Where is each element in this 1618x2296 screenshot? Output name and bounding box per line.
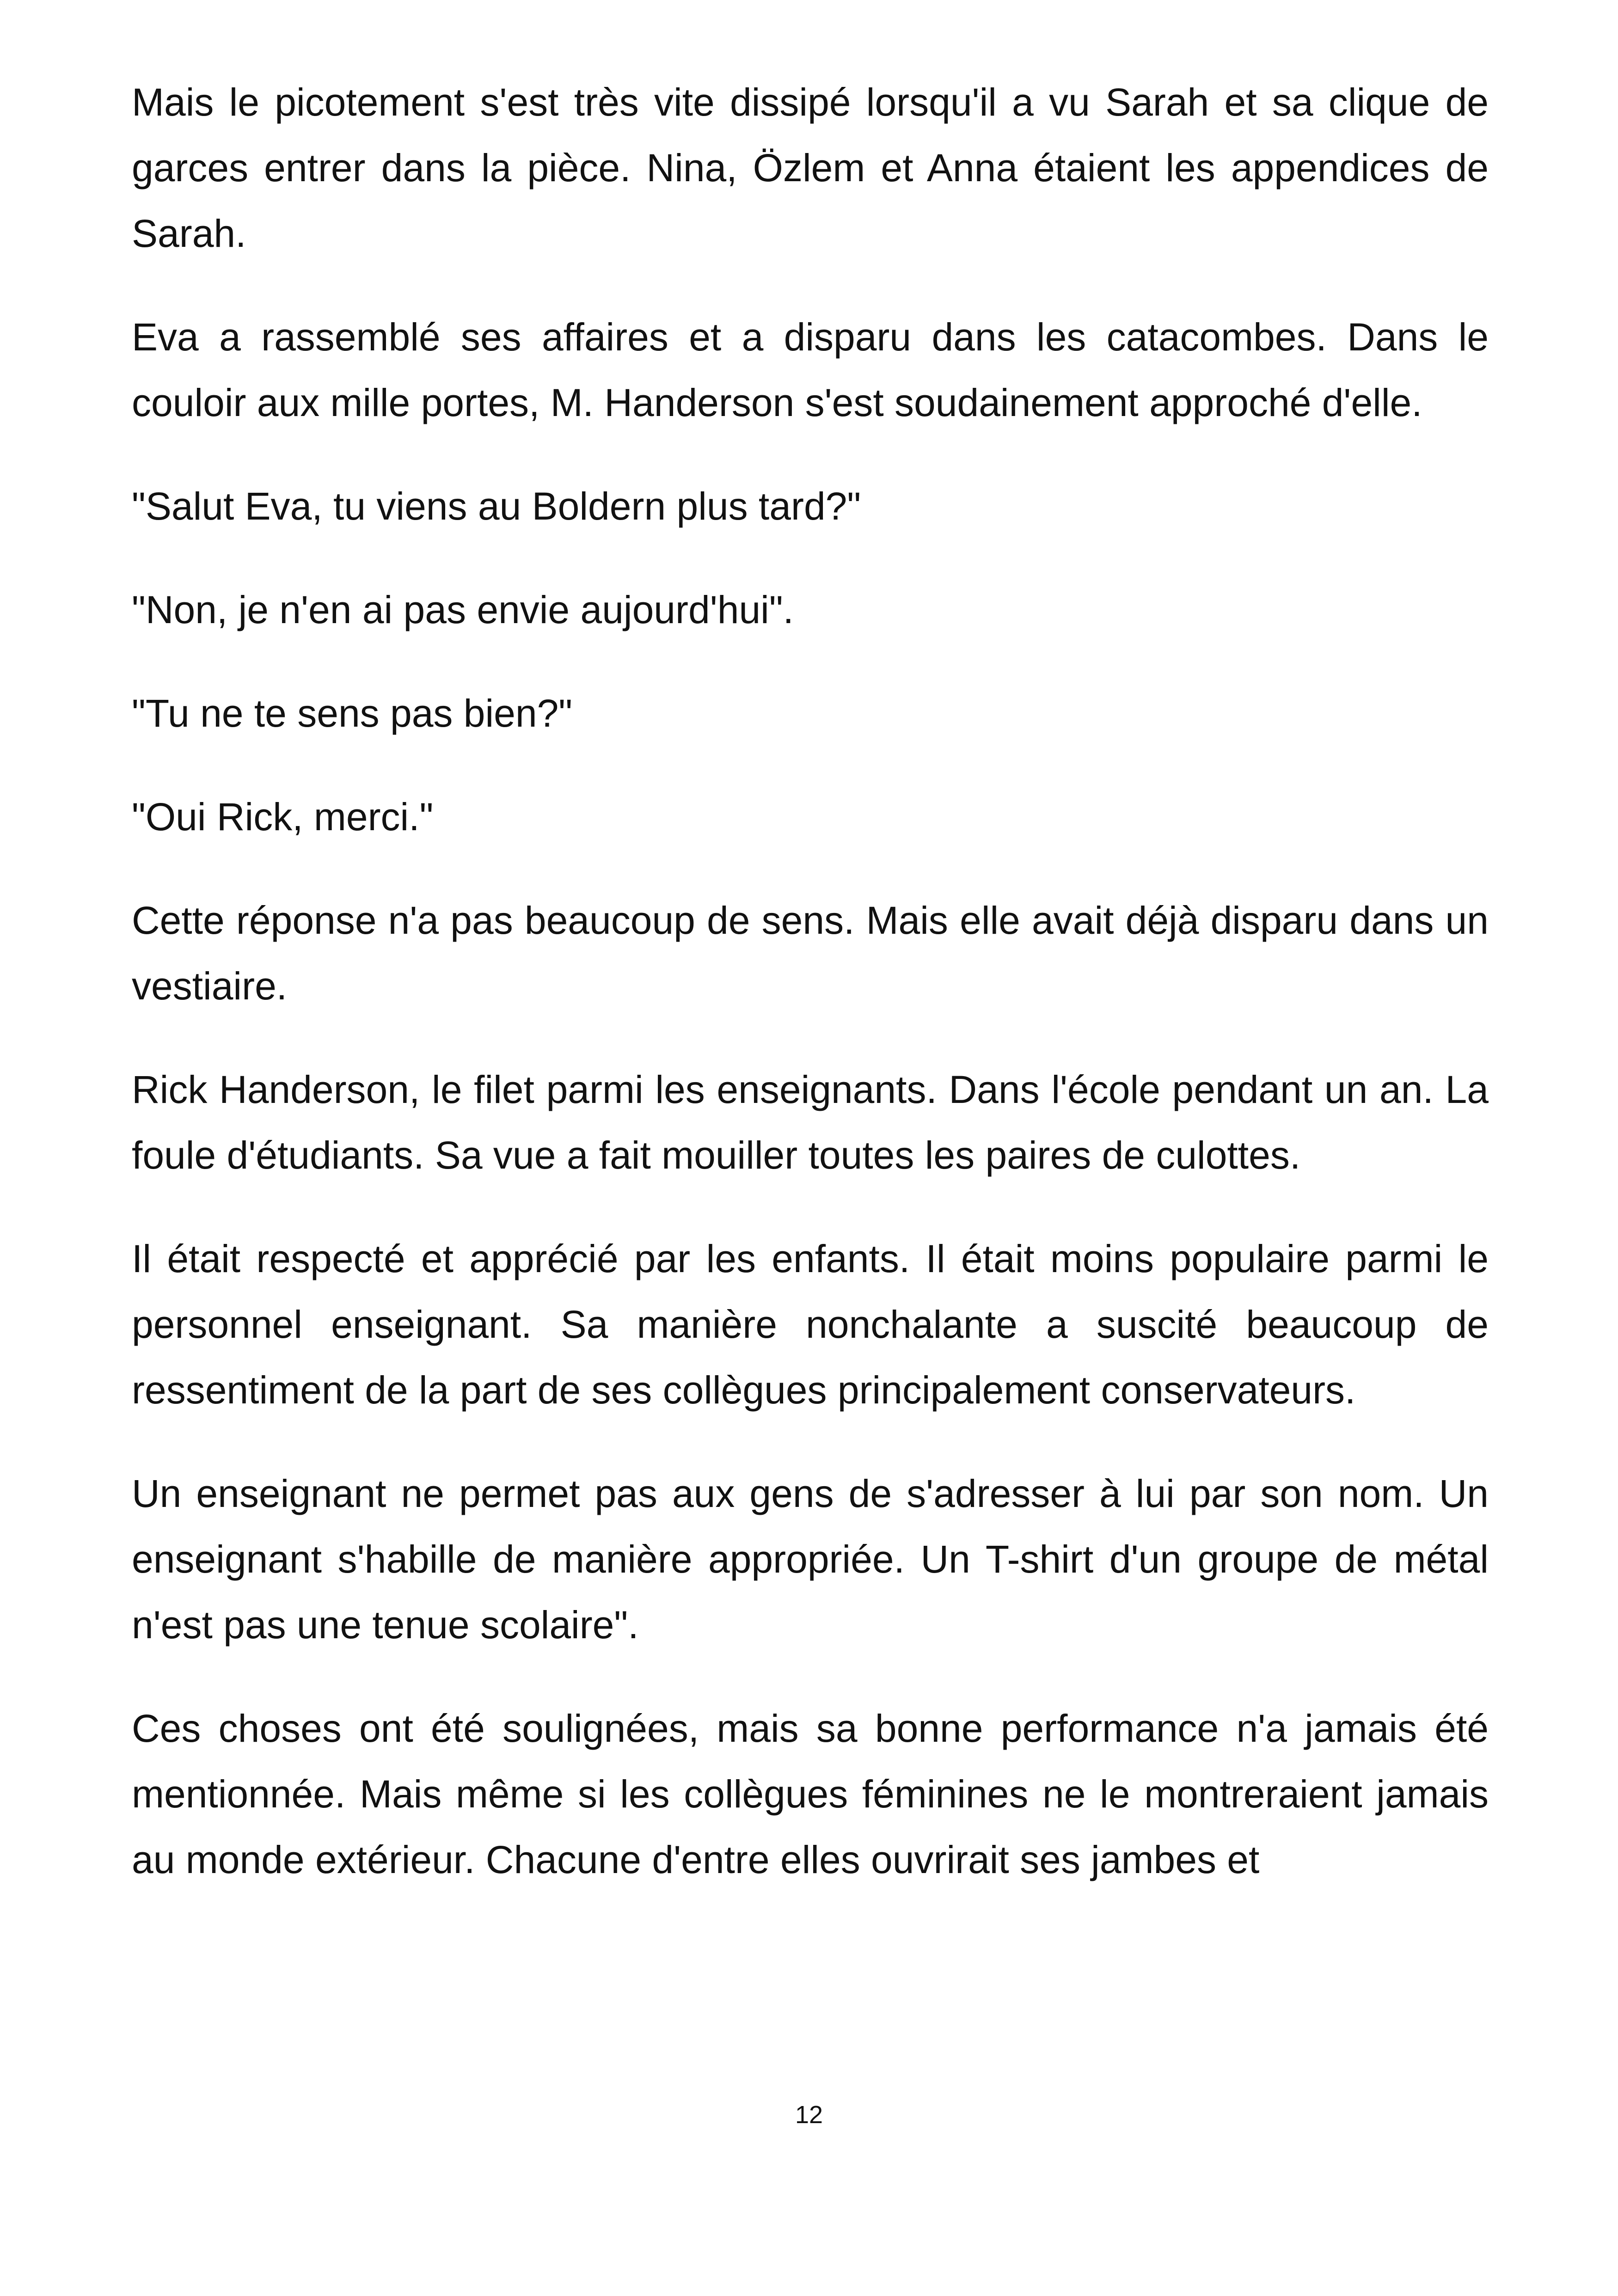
paragraph-4: "Non, je n'en ai pas envie aujourd'hui". (132, 588, 794, 631)
paragraph-5: "Tu ne te sens pas bien?" (132, 692, 573, 735)
paragraph-9: Il était respecté et apprécié par les enfants. Il était moins populaire parmi le personnel enseignant. Sa manière nonchalante a suscité beaucoup de ressentiment de la part de ses collègues principalement conservateurs. (132, 1237, 1489, 1412)
paragraph-3: "Salut Eva, tu viens au Boldern plus tard?" (132, 484, 861, 528)
page-number: 12 (795, 2101, 823, 2129)
paragraph-2: Eva a rassemblé ses affaires et a disparu dans les catacombes. Dans le couloir aux mille portes, M. Handerson s'est soudainement approché d'elle. (132, 315, 1489, 424)
body-text (132, 69, 1489, 1930)
paragraph-1: Mais le picotement s'est très vite dissipé lorsqu'il a vu Sarah et sa clique de garces entrer dans la pièce. Nina, Özlem et Anna étaient les appendices de Sarah. (132, 80, 1489, 255)
paragraph-7: Cette réponse n'a pas beaucoup de sens. Mais elle avait déjà disparu dans un vestiaire. (132, 899, 1489, 1008)
paragraph-6: "Oui Rick, merci." (132, 795, 434, 839)
paragraph-8: Rick Handerson, le filet parmi les enseignants. Dans l'école pendant un an. La foule d'étudiants. Sa vue a fait mouiller toutes les paires de culottes. (132, 1068, 1489, 1177)
paragraph-10: Un enseignant ne permet pas aux gens de s'adresser à lui par son nom. Un enseignant s'habille de manière appropriée. Un T-shirt d'un groupe de métal n'est pas une tenue scolaire". (132, 1472, 1489, 1647)
paragraph-11: Ces choses ont été soulignées, mais sa bonne performance n'a jamais été mentionnée. Mais même si les collègues féminines ne le montreraient jamais au monde extérieur. Chacune d'entre elles ouvrirait ses jambes et (132, 1707, 1489, 1881)
